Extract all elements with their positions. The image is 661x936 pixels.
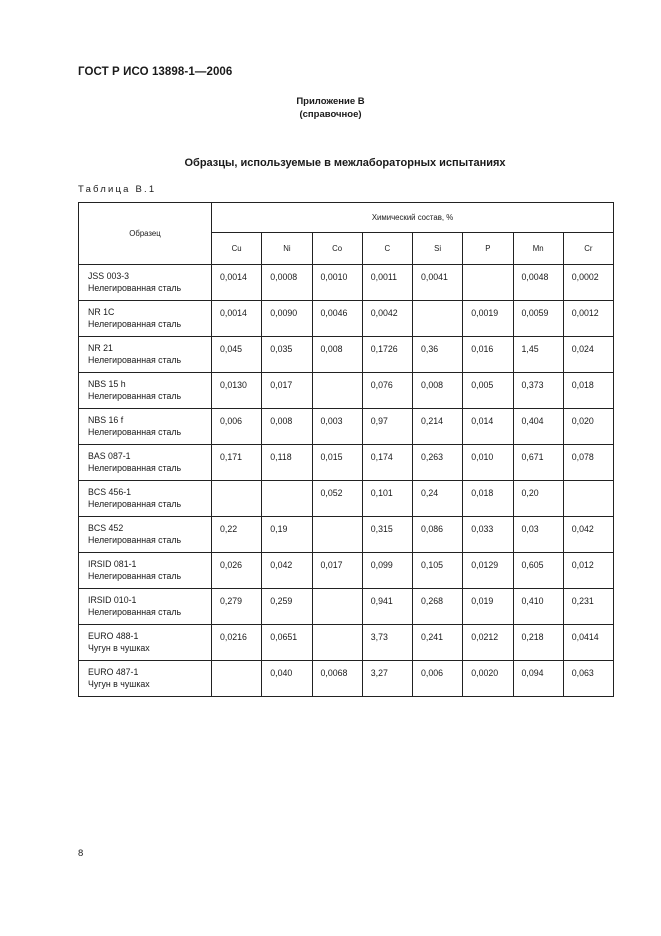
table-row: [79, 409, 614, 445]
value-cell-ni: 0,0008: [262, 265, 312, 301]
value-cell-c: 3,27: [362, 661, 412, 697]
value-cell-co: 0,052: [312, 481, 362, 517]
value-cell-cr: 0,042: [563, 517, 613, 553]
value-cell-cr: 0,0012: [563, 301, 613, 337]
value-cell-p: 0,016: [463, 337, 513, 373]
annex-block: [0, 95, 661, 121]
sample-type: Нелегированная сталь: [88, 498, 182, 509]
page-number: 8: [78, 848, 84, 859]
value-cell-c: 0,941: [362, 589, 412, 625]
value-cell-c: 0,0011: [362, 265, 412, 301]
sample-type: Нелегированная сталь: [88, 534, 182, 545]
sample-name: BCS 456-1: [88, 487, 132, 497]
value-cell-si: 0,008: [413, 373, 463, 409]
element-header-co: Co: [312, 233, 362, 265]
value-cell-mn: 0,373: [513, 373, 563, 409]
value-cell-cr: 0,018: [563, 373, 613, 409]
sample-cell: [79, 481, 212, 517]
value-cell-c: 0,1726: [362, 337, 412, 373]
value-cell-cr: 0,078: [563, 445, 613, 481]
sample-type: Нелегированная сталь: [88, 606, 182, 617]
value-cell-ni: 0,0090: [262, 301, 312, 337]
table-row: [79, 553, 614, 589]
value-cell-mn: 0,0059: [513, 301, 563, 337]
value-cell-cu: 0,0014: [212, 301, 262, 337]
value-cell-ni: 0,040: [262, 661, 312, 697]
value-cell-ni: 0,017: [262, 373, 312, 409]
value-cell-ni: 0,0651: [262, 625, 312, 661]
sample-cell: [79, 265, 212, 301]
value-cell-c: 0,101: [362, 481, 412, 517]
page-title: Образцы, используемые в межлабораторных испытаниях: [184, 157, 506, 169]
sample-name: BCS 452: [88, 523, 124, 533]
value-cell-ni: 0,042: [262, 553, 312, 589]
value-cell-mn: 0,218: [513, 625, 563, 661]
value-cell-cu: 0,0130: [212, 373, 262, 409]
value-cell-cr: 0,063: [563, 661, 613, 697]
table-row: [79, 265, 614, 301]
value-cell-cu: 0,026: [212, 553, 262, 589]
value-cell-p: 0,019: [463, 589, 513, 625]
value-cell-p: 0,0212: [463, 625, 513, 661]
value-cell-p: 0,0019: [463, 301, 513, 337]
value-cell-c: 3,73: [362, 625, 412, 661]
sample-type: Нелегированная сталь: [88, 426, 182, 437]
sample-name: IRSID 010-1: [88, 595, 137, 605]
value-cell-co: 0,0046: [312, 301, 362, 337]
value-cell-cr: 0,024: [563, 337, 613, 373]
value-cell-cr: 0,231: [563, 589, 613, 625]
value-cell-ni: [262, 481, 312, 517]
value-cell-si: 0,105: [413, 553, 463, 589]
sample-type: Нелегированная сталь: [88, 282, 182, 293]
sample-name: IRSID 081-1: [88, 559, 137, 569]
value-cell-ni: 0,118: [262, 445, 312, 481]
value-cell-cu: 0,0014: [212, 265, 262, 301]
sample-name: NBS 16 f: [88, 415, 124, 425]
value-cell-ni: 0,19: [262, 517, 312, 553]
value-cell-c: 0,099: [362, 553, 412, 589]
value-cell-co: 0,0010: [312, 265, 362, 301]
table-caption: Таблица В.1: [78, 184, 157, 195]
value-cell-co: 0,015: [312, 445, 362, 481]
value-cell-p: 0,0129: [463, 553, 513, 589]
value-cell-co: [312, 589, 362, 625]
table-row: [79, 481, 614, 517]
value-cell-cu: 0,279: [212, 589, 262, 625]
value-cell-p: 0,018: [463, 481, 513, 517]
value-cell-c: 0,97: [362, 409, 412, 445]
value-cell-si: 0,214: [413, 409, 463, 445]
table-row: [79, 661, 614, 697]
value-cell-si: 0,36: [413, 337, 463, 373]
sample-name: NBS 15 h: [88, 379, 126, 389]
value-cell-si: 0,0041: [413, 265, 463, 301]
sample-name: EURO 487-1: [88, 667, 139, 677]
sample-type: Нелегированная сталь: [88, 462, 182, 473]
value-cell-p: 0,033: [463, 517, 513, 553]
value-cell-c: 0,174: [362, 445, 412, 481]
value-cell-ni: 0,035: [262, 337, 312, 373]
value-cell-mn: 0,404: [513, 409, 563, 445]
sample-type: Нелегированная сталь: [88, 390, 182, 401]
annex-title: Приложение В: [296, 96, 365, 107]
value-cell-si: 0,24: [413, 481, 463, 517]
table-row: [79, 373, 614, 409]
value-cell-mn: 0,605: [513, 553, 563, 589]
value-cell-mn: 1,45: [513, 337, 563, 373]
element-header-si: Si: [413, 233, 463, 265]
value-cell-mn: 0,0048: [513, 265, 563, 301]
table-row: [79, 589, 614, 625]
value-cell-c: 0,315: [362, 517, 412, 553]
value-cell-cr: 0,0002: [563, 265, 613, 301]
value-cell-ni: 0,008: [262, 409, 312, 445]
value-cell-cu: 0,045: [212, 337, 262, 373]
value-cell-cu: 0,006: [212, 409, 262, 445]
value-cell-mn: 0,20: [513, 481, 563, 517]
document-header: ГОСТ Р ИСО 13898-1—2006: [78, 66, 233, 78]
value-cell-p: 0,010: [463, 445, 513, 481]
value-cell-cr: 0,020: [563, 409, 613, 445]
sample-cell: [79, 409, 212, 445]
value-cell-p: 0,005: [463, 373, 513, 409]
sample-name: NR 1C: [88, 307, 115, 317]
table-body: [79, 265, 614, 697]
sample-type: Нелегированная сталь: [88, 570, 182, 581]
sample-cell: [79, 625, 212, 661]
sample-name: BAS 087-1: [88, 451, 131, 461]
value-cell-cu: [212, 661, 262, 697]
value-cell-cr: 0,012: [563, 553, 613, 589]
sample-cell: [79, 337, 212, 373]
sample-cell: [79, 373, 212, 409]
sample-name: NR 21: [88, 343, 113, 353]
element-header-cr: Cr: [563, 233, 613, 265]
value-cell-si: [413, 301, 463, 337]
value-cell-ni: 0,259: [262, 589, 312, 625]
value-cell-c: 0,0042: [362, 301, 412, 337]
value-cell-co: [312, 373, 362, 409]
sample-cell: [79, 445, 212, 481]
composition-table: [78, 202, 614, 697]
value-cell-co: 0,008: [312, 337, 362, 373]
value-cell-mn: 0,094: [513, 661, 563, 697]
table-row: [79, 337, 614, 373]
composition-group-header: Химический состав, %: [212, 203, 614, 233]
value-cell-co: 0,003: [312, 409, 362, 445]
value-cell-si: 0,241: [413, 625, 463, 661]
sample-type: Нелегированная сталь: [88, 354, 182, 365]
sample-cell: [79, 589, 212, 625]
value-cell-mn: 0,671: [513, 445, 563, 481]
value-cell-co: [312, 517, 362, 553]
value-cell-cr: 0,0414: [563, 625, 613, 661]
sample-type: Чугун в чушках: [88, 678, 150, 689]
value-cell-cu: 0,22: [212, 517, 262, 553]
sample-type: Нелегированная сталь: [88, 318, 182, 329]
value-cell-co: [312, 625, 362, 661]
value-cell-c: 0,076: [362, 373, 412, 409]
sample-name: JSS 003-3: [88, 271, 130, 281]
table-row: [79, 517, 614, 553]
sample-name: EURO 488-1: [88, 631, 139, 641]
value-cell-p: 0,014: [463, 409, 513, 445]
value-cell-si: 0,006: [413, 661, 463, 697]
value-cell-co: 0,0068: [312, 661, 362, 697]
element-header-c: C: [362, 233, 412, 265]
table-container: [78, 202, 614, 697]
value-cell-cr: [563, 481, 613, 517]
value-cell-p: [463, 265, 513, 301]
element-header-ni: Ni: [262, 233, 312, 265]
value-cell-si: 0,263: [413, 445, 463, 481]
sample-cell: [79, 553, 212, 589]
sample-cell: [79, 301, 212, 337]
value-cell-p: 0,0020: [463, 661, 513, 697]
element-header-cu: Cu: [212, 233, 262, 265]
table-row: [79, 445, 614, 481]
value-cell-cu: 0,0216: [212, 625, 262, 661]
value-cell-mn: 0,03: [513, 517, 563, 553]
annex-subtitle: (справочное): [299, 109, 362, 120]
sample-cell: [79, 661, 212, 697]
element-header-p: P: [463, 233, 513, 265]
value-cell-co: 0,017: [312, 553, 362, 589]
value-cell-cu: 0,171: [212, 445, 262, 481]
value-cell-cu: [212, 481, 262, 517]
value-cell-si: 0,086: [413, 517, 463, 553]
table-row: [79, 625, 614, 661]
value-cell-mn: 0,410: [513, 589, 563, 625]
element-header-mn: Mn: [513, 233, 563, 265]
sample-type: Чугун в чушках: [88, 642, 150, 653]
sample-column-header: Образец: [79, 203, 212, 265]
value-cell-si: 0,268: [413, 589, 463, 625]
sample-cell: [79, 517, 212, 553]
table-row: [79, 301, 614, 337]
